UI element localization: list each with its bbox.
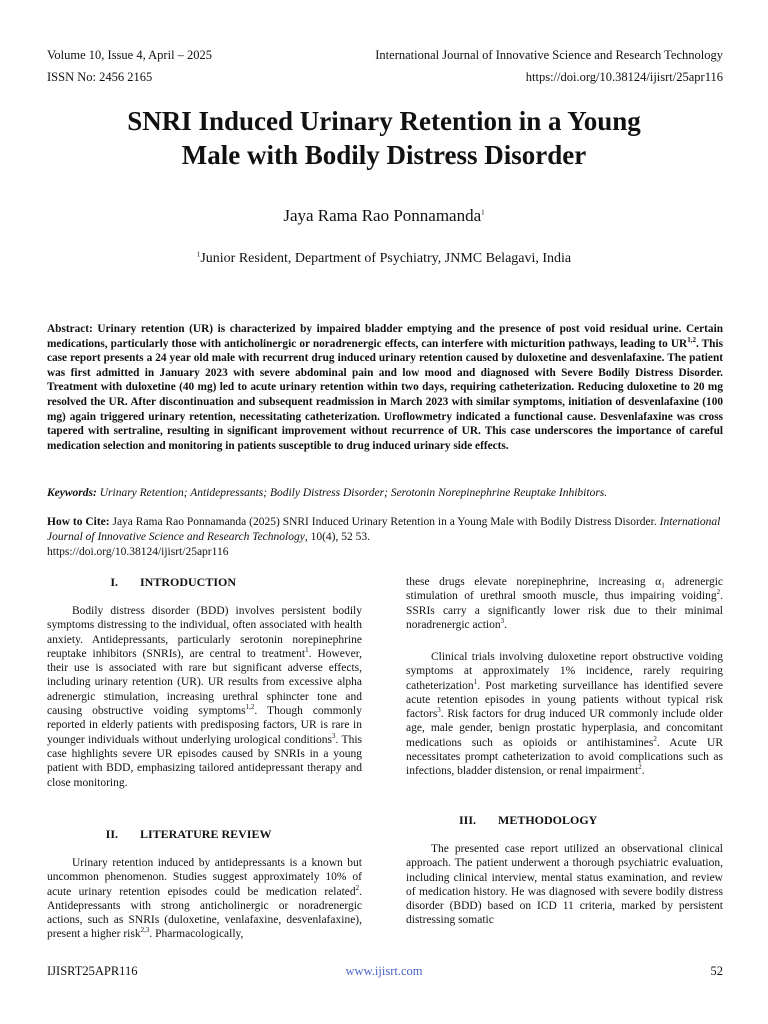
r1-text-a: these drugs elevate norepinephrine, increasing α₁ adrenergic stimulation of urethral smooth muscle, thus impairing voiding — [406, 576, 723, 603]
author-name — [40, 206, 728, 226]
r2-text-e: . — [641, 765, 645, 778]
issn: ISSN No: 2456 2165 — [47, 70, 153, 84]
lit-sup-1: 2 — [355, 883, 360, 892]
section-heading-introduction — [70, 575, 236, 590]
intro-sup-1: 1 — [305, 646, 309, 655]
r2-text-a: Clinical trials involving duloxetine report obstructive voiding symptoms at approximately 1% incidence, rarely requiring catheterization — [406, 651, 723, 692]
cite-label: How to Cite: — [47, 516, 110, 528]
footer-website-link[interactable]: www.ijisrt.com — [345, 964, 423, 978]
intro-sup-3: 3 — [332, 731, 336, 740]
how-to-cite — [47, 515, 723, 560]
methodology-text: The presented case report utilized an observational clinical approach. The patient underwent a thorough psychiatric evaluation, including clinical interview, mental status examination, and review of medication history. He was diagnosed with severe bodily distress disorder (BDD) based on ICD 11 criteria, marked by persistent distressing somatic — [406, 843, 723, 927]
title-line-2: Male with Bodily Distress Disorder — [181, 140, 587, 170]
affiliation — [40, 250, 728, 268]
literature-paragraph-continued — [406, 575, 723, 632]
footer-article-id: IJISRT25APR116 — [47, 964, 138, 978]
r1-text-b: . SSRIs carry a significantly lower risk due to their minimal noradrenergic action — [406, 590, 723, 631]
section-title: METHODOLOGY — [498, 813, 598, 827]
abstract — [47, 322, 723, 453]
lit-sup-2: 2,3 — [140, 926, 150, 935]
abstract-part-2: . This case report presents a 24 year old male with recurrent drug induced urinary retention caused by duloxetine and desvenlafaxine. The patient was first admitted in January 2023 with severe abdominal pain and low mood and diagnosed with Severe Bodily Distress Disorder. Treatment with duloxetine (40 mg) led to acute urinary retention within two days, requiring catheterization. Reducing duloxetine to 20 mg resolved the UR. After discontinuation and subsequent readmission in March 2023 with similar symptoms, initiation of desvenlafaxine (100 mg) again triggered urinary retention, necessitating catheterization. Uroflowmetry indicated a functional cause. Desvenlafaxine was cross tapered with sertraline, resulting in significant improvement without recurrence of UR. This case underscores the importance of careful medication selection and monitoring in patients susceptible to drug induced urinary side effects. — [47, 337, 723, 452]
r1-sup-2: 3 — [500, 617, 505, 626]
volume-issue: Volume 10, Issue 4, April – 2025 — [47, 48, 213, 62]
section-number: III. — [458, 813, 476, 827]
section-title: LITERATURE REVIEW — [140, 827, 272, 841]
section-heading-literature-review — [70, 827, 271, 842]
keywords — [47, 486, 723, 501]
intro-text-c: . Though commonly reported in elderly patients with predisposing factors, UR is rare in younger individuals without underlying urological conditions — [47, 705, 363, 746]
methodology-paragraph — [406, 842, 723, 928]
section-number: I. — [110, 575, 118, 589]
keywords-label: Keywords: — [47, 487, 97, 499]
paper-title — [40, 104, 728, 172]
author-sup: 1 — [481, 208, 485, 217]
lit-text-a: Urinary retention induced by antidepressants is a known but uncommon phenomenon. Studies suggest approximately 10% of acute urinary retention episodes could be medication related — [47, 857, 362, 898]
r2-text-d: . Acute UR necessitates prompt catheterization to avoid complications such as infections, bladder distension, or renal impairment — [406, 736, 723, 778]
r1-text-c: . — [504, 618, 507, 631]
intro-text-a: Bodily distress disorder (BDD) involves persistent bodily symptoms distressing to the individual, often associated with health anxiety. Antidepressants, particularly serotonin norepinephrine reuptake inhibitors (SNRIs), are central to treatment — [47, 605, 362, 660]
affiliation-text: Junior Resident, Department of Psychiatry, JNMC Belagavi, India — [200, 251, 572, 266]
section-number: II. — [105, 827, 118, 841]
keywords-text: Urinary Retention; Antidepressants; Bodily Distress Disorder; Serotonin Norepinephrine Reuptake Inhibitors. — [99, 487, 608, 499]
r2-sup-1: 1 — [473, 677, 478, 686]
intro-paragraph — [47, 604, 362, 790]
affiliation-sup: 1 — [196, 250, 201, 259]
literature-paragraph — [47, 856, 362, 942]
lit-text-c: . Pharmacologically, — [149, 928, 244, 941]
r2-sup-2: 3 — [437, 706, 441, 715]
cite-text-2: , 10(4), 52 53. — [304, 531, 370, 543]
section-title: INTRODUCTION — [140, 575, 237, 589]
page-number: 52 — [710, 964, 723, 978]
r2-sup-4: 2 — [638, 763, 642, 772]
header-doi[interactable]: https://doi.org/10.38124/ijisrt/25apr116 — [525, 70, 723, 84]
r1-sup-1: 2 — [716, 588, 721, 597]
journal-name: International Journal of Innovative Science and Research Technology — [375, 48, 723, 62]
section-heading-methodology — [428, 813, 597, 828]
author-text: Jaya Rama Rao Ponnamanda — [283, 206, 482, 225]
cite-doi[interactable]: https://doi.org/10.38124/ijisrt/25apr116 — [47, 546, 229, 558]
r2-text-b: . Post marketing surveillance has identified severe acute retention episodes in young patients without typical risk factors — [406, 679, 723, 721]
r2-text-c: . Risk factors for drug induced UR commonly include older age, male gender, benign prostatic hyperplasia, and concomitant medications such as opioids or antihistamines — [406, 708, 723, 749]
intro-text-d: . This case highlights severe UR episodes caused by SNRIs in a young patient with BDD, emphasizing tailored antidepressant therapy and close monitoring. — [47, 733, 362, 789]
cite-journal: International Journal of Innovative Science and Research Technology — [47, 516, 721, 543]
cite-text-1: Jaya Rama Rao Ponnamanda (2025) SNRI Induced Urinary Retention in a Young Male with Bodily Distress Disorder. — [112, 516, 657, 528]
title-line-1: SNRI Induced Urinary Retention in a Young — [127, 106, 641, 136]
abstract-sup-1: 1,2 — [687, 335, 696, 344]
intro-sup-2: 1,2 — [245, 703, 255, 712]
clinical-trials-paragraph — [406, 650, 723, 779]
intro-text-b: . However, their use is associated with rare but significant adverse effects, including urinary retention (UR). UR results from excessive alpha adrenergic stimulation, increasing urethral sphincter tone and causing obstructive voiding symptoms — [47, 647, 363, 718]
abstract-part-1: Abstract: Urinary retention (UR) is characterized by impaired bladder emptying and the presence of post void residual urine. Certain medications, particularly those with anticholinergic or noradrenergic effects, can interfere with micturition pathways, leading to UR — [47, 323, 723, 350]
lit-text-b: . Antidepressants with strong anticholinergic or noradrenergic actions, such as SNRIs (duloxetine, venlafaxine, desvenlafaxine), present a higher risk — [47, 885, 362, 941]
r2-sup-3: 2 — [653, 734, 657, 743]
